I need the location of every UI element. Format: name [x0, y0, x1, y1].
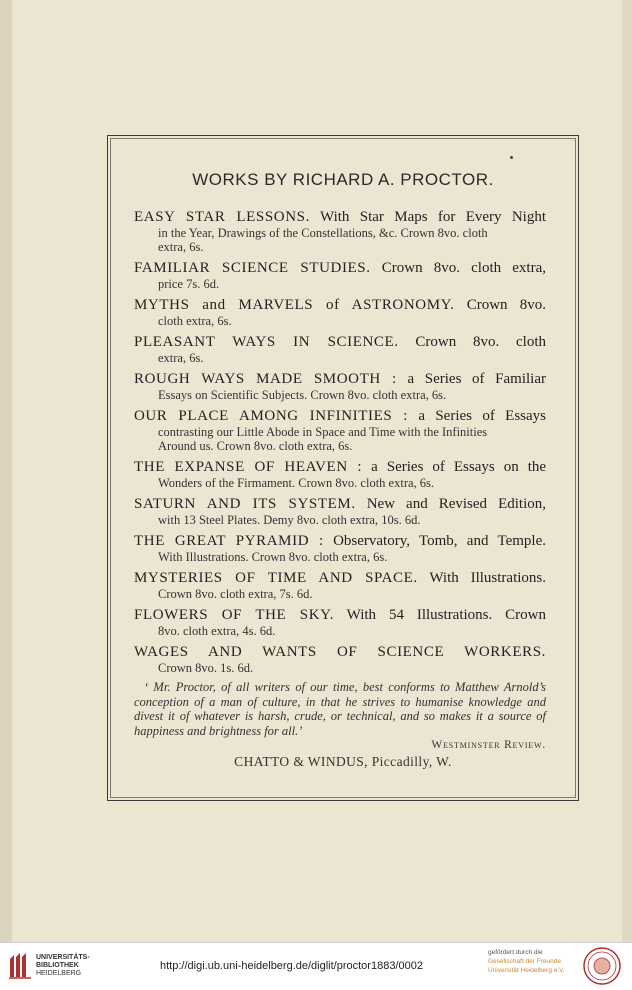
book-entry [134, 458, 546, 490]
book-title: THE GREAT PYRAMID : [134, 533, 324, 549]
book-detail: a Series of Familiar [407, 371, 546, 387]
viewer-footer [0, 942, 632, 990]
book-line: price 7s. 6d. [158, 277, 220, 291]
society-seal-icon [582, 946, 622, 986]
book-line: extra, 6s. [158, 351, 204, 365]
book-entry [134, 643, 546, 675]
book-detail: Crown 8vo. [466, 297, 546, 313]
book-entry [134, 407, 546, 453]
book-title: OUR PLACE AMONG INFINITIES : [134, 408, 408, 424]
book-line: 8vo. cloth extra, 4s. 6d. [158, 624, 276, 638]
book-detail: New and Revised Edition, [366, 496, 546, 512]
book-entry [134, 495, 546, 527]
book-title: EASY STAR LESSONS. [134, 209, 310, 225]
book-detail: Observatory, Tomb, and Temple. [333, 533, 546, 549]
book-title: MYTHS and MARVELS of ASTRONOMY. [134, 297, 455, 313]
content-frame [107, 135, 579, 801]
book-entry [134, 208, 546, 254]
book-entry [134, 606, 546, 638]
book-detail: Crown 8vo. cloth extra, [381, 260, 546, 276]
review-source: Westminster Review. [431, 739, 546, 751]
book-line: Crown 8vo. cloth extra, 7s. 6d. [158, 587, 313, 601]
book-title: PLEASANT WAYS IN SCIENCE. [134, 334, 399, 350]
review-quote: ‘ Mr. Proctor, of all writers of our time, best conforms to Matthew Arnold’s conception of a man of culture, in that he strives to humanise knowledge and divest it of whatever is harsh, crude, or technical, and so makes it a source of happiness and brightness for all.’ [134, 680, 546, 738]
book-title: ROUGH WAYS MADE SMOOTH : [134, 371, 397, 387]
book-detail: With Illustrations. [429, 570, 546, 586]
book-title: MYSTERIES OF TIME AND SPACE. [134, 570, 418, 586]
book-line: Around us. Crown 8vo. cloth extra, 6s. [158, 439, 353, 453]
book-detail: a Series of Essays on the [371, 459, 547, 475]
book-line: with 13 Steel Plates. Demy 8vo. cloth extra, 10s. 6d. [158, 513, 421, 527]
book-line: cloth extra, 6s. [158, 314, 232, 328]
book-title: FLOWERS OF THE SKY. [134, 607, 335, 623]
book-entry [134, 296, 546, 328]
book-entry [134, 532, 546, 564]
permalink-url[interactable]: http://digi.ub.uni-heidelberg.de/diglit/proctor1883/0002 [160, 960, 423, 972]
page-left-shadow [0, 0, 12, 942]
book-detail: With 54 Illustrations. Crown [346, 607, 547, 623]
book-title: FAMILIAR SCIENCE STUDIES. [134, 260, 371, 276]
book-line: extra, 6s. [158, 240, 204, 254]
book-title: WAGES AND WANTS OF SCIENCE WORKERS. [134, 644, 546, 660]
book-line: Crown 8vo. 1s. 6d. [158, 661, 254, 675]
university-library-logo-icon [8, 951, 32, 979]
book-list [134, 208, 546, 751]
book-line: Essays on Scientific Subjects. Crown 8vo. cloth extra, 6s. [158, 388, 447, 402]
book-line: contrasting our Little Abode in Space and Time with the Infinities [158, 425, 488, 439]
page-title: WORKS BY RICHARD A. PROCTOR. [192, 170, 494, 189]
book-detail: With Star Maps for Every Night [320, 209, 546, 225]
book-entry [134, 259, 546, 291]
book-line: Wonders of the Firmament. Crown 8vo. cloth extra, 6s. [158, 476, 435, 490]
book-detail: a Series of Essays [418, 408, 547, 424]
book-line: With Illustrations. Crown 8vo. cloth extra, 6s. [158, 550, 388, 564]
library-name: UNIVERSITÄTS- BIBLIOTHEK HEIDELBERG [36, 954, 90, 977]
sponsor-text: gefördert durch die Gesellschaft der Freunde Universität Heidelberg e.V. [488, 949, 565, 974]
publisher-line: CHATTO & WINDUS, Piccadilly, W. [234, 754, 452, 769]
book-line: in the Year, Drawings of the Constellations, &c. Crown 8vo. cloth [158, 226, 488, 240]
page-right-edge [622, 0, 632, 942]
book-title: SATURN AND ITS SYSTEM. [134, 496, 356, 512]
book-entry [134, 569, 546, 601]
book-entry [134, 370, 546, 402]
book-title: THE EXPANSE OF HEAVEN : [134, 459, 363, 475]
book-entry [134, 333, 546, 365]
book-detail: Crown 8vo. cloth [415, 334, 546, 350]
